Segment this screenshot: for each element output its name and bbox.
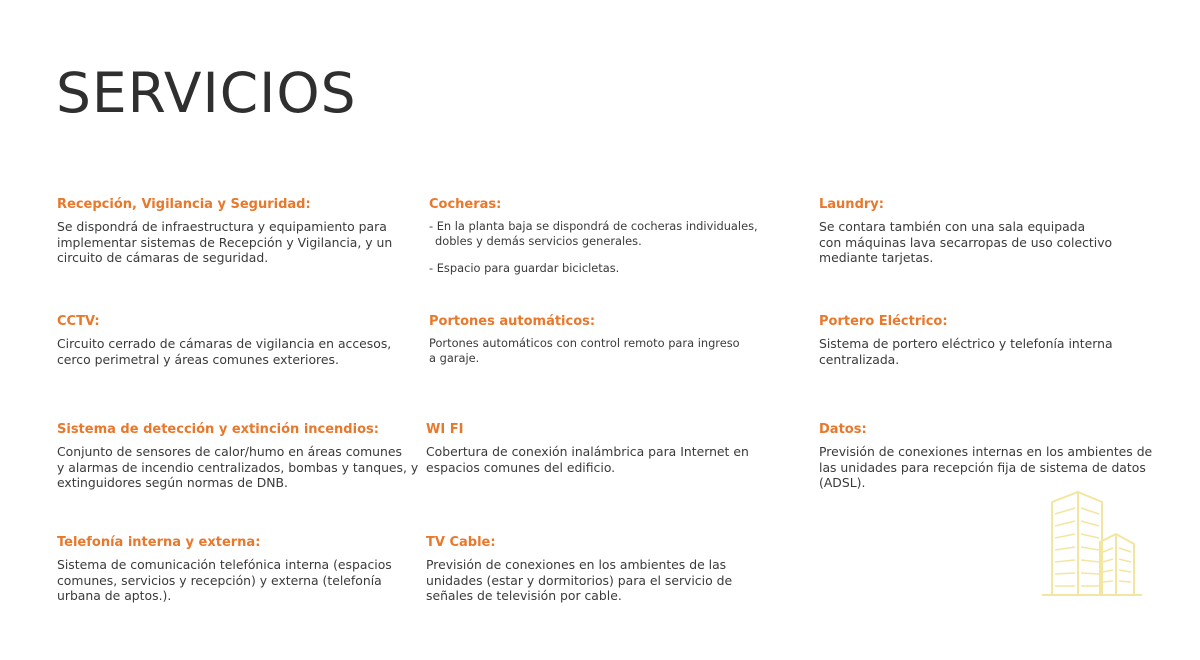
service-line: las unidades para recepción fija de sistema de datos <box>819 459 1146 475</box>
service-deteccion-extincion-incendios <box>57 422 427 491</box>
service-cctv <box>57 314 417 367</box>
service-line: centralizada. <box>819 351 900 367</box>
service-title: Datos: <box>819 422 867 437</box>
service-description <box>819 444 1164 491</box>
service-cocheras <box>429 197 789 276</box>
service-recepcion-vigilancia-seguridad <box>57 197 397 266</box>
service-line: con máquinas lava secarropas de uso colectivo <box>819 234 1113 250</box>
service-line: unidades (estar y dormitorios) para el servicio de <box>426 572 733 588</box>
service-description <box>57 336 417 367</box>
service-line: comunes, servicios y recepción) y externa (telefonía <box>57 572 382 588</box>
service-line: Previsión de conexiones internas en los ambientes de <box>819 444 1153 459</box>
service-line: Sistema de portero eléctrico y telefonía interna <box>819 336 1113 351</box>
service-line: implementar sistemas de Recepción y Vigilancia, y un <box>57 234 393 250</box>
service-description <box>819 336 1149 367</box>
service-line: Previsión de conexiones en los ambientes de las <box>426 557 727 572</box>
service-line: circuito de cámaras de seguridad. <box>57 250 269 265</box>
service-title: Recepción, Vigilancia y Seguridad: <box>57 197 311 212</box>
service-line: (ADSL). <box>819 475 866 490</box>
service-datos <box>819 422 1164 491</box>
service-title: WI FI <box>426 422 464 437</box>
service-line: Conjunto de sensores de calor/humo en áreas comunes <box>57 444 402 459</box>
service-line: Portones automáticos con control remoto para ingreso <box>429 336 740 350</box>
service-title: Telefonía interna y externa: <box>57 535 261 550</box>
service-line: espacios comunes del edificio. <box>426 459 616 475</box>
service-line: mediante tarjetas. <box>819 250 934 265</box>
service-portones-automaticos <box>429 314 769 365</box>
service-title: Sistema de detección y extinción incendios: <box>57 422 379 437</box>
service-line: señales de televisión por cable. <box>426 588 622 603</box>
service-description <box>819 219 1149 266</box>
service-line: Circuito cerrado de cámaras de vigilancia en accesos, <box>57 336 392 351</box>
service-line: - Espacio para guardar bicicletas. <box>429 261 620 275</box>
service-line: cerco perimetral y áreas comunes exteriores. <box>57 351 339 367</box>
service-title: TV Cable: <box>426 535 496 550</box>
service-description <box>57 219 397 266</box>
service-line: extinguidores según normas de DNB. <box>57 475 288 490</box>
service-title: Portones automáticos: <box>429 314 596 329</box>
service-description <box>57 557 417 604</box>
service-line: Sistema de comunicación telefónica interna (espacios <box>57 557 392 572</box>
service-description <box>426 557 771 604</box>
service-line: y alarmas de incendio centralizados, bombas y tanques, y <box>57 459 419 475</box>
service-description <box>429 219 789 276</box>
service-line: Se contara también con una sala equipada <box>819 219 1086 234</box>
building-icon <box>1040 488 1144 600</box>
service-telefonia <box>57 535 417 604</box>
service-wifi <box>426 422 771 475</box>
service-description <box>426 444 771 475</box>
page-title: SERVICIOS <box>56 61 357 125</box>
service-laundry <box>819 197 1149 266</box>
service-title: Portero Eléctrico: <box>819 314 948 329</box>
service-title: Laundry: <box>819 197 884 212</box>
service-line: Se dispondrá de infraestructura y equipamiento para <box>57 219 387 234</box>
service-description <box>429 336 769 365</box>
service-title: Cocheras: <box>429 197 502 212</box>
service-line: Cobertura de conexión inalámbrica para Internet en <box>426 444 749 459</box>
service-line: urbana de aptos.). <box>57 588 172 603</box>
service-line: dobles y demás servicios generales. <box>435 233 642 248</box>
service-line: a garaje. <box>429 350 480 365</box>
service-portero-electrico <box>819 314 1149 367</box>
service-description <box>57 444 427 491</box>
service-tv-cable <box>426 535 771 604</box>
service-title: CCTV: <box>57 314 100 329</box>
service-line: - En la planta baja se dispondrá de cocheras individuales, <box>429 219 758 233</box>
